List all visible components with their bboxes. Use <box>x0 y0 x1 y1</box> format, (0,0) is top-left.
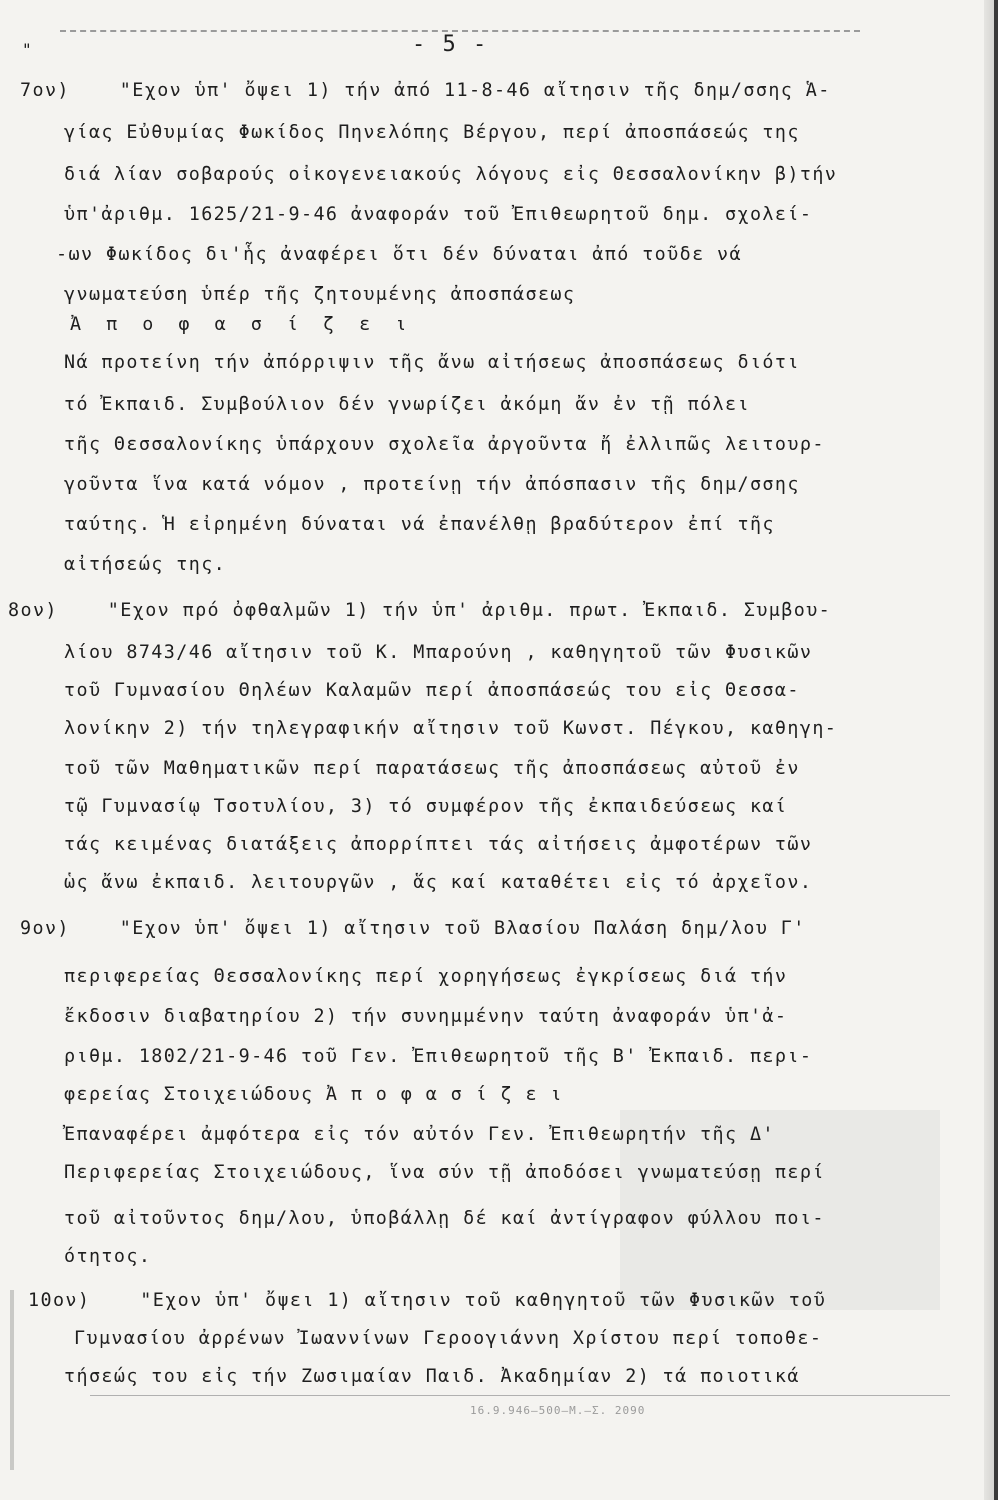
text-line: γίας Εὐθυμίας Φωκίδος Πηνελόπης Βέργου, περί ἀποσπάσεώς της <box>64 122 800 143</box>
text-line: ἔκδοσιν διαβατηρίου 2) τήν συνημμένην ταύτη ἀναφοράν ὑπ'ἀ- <box>64 1006 788 1027</box>
text-line: -ων Φωκίδος δι'ἧς ἀναφέρει ὅτι δέν δύναται ἀπό τοῦδε νά <box>56 244 742 265</box>
text-line: τό Ἐκπαιδ. Συμβούλιον δέν γνωρίζει ἀκόμη ἄν ἐν τῇ πόλει <box>64 394 750 415</box>
text-line: διά λίαν σοβαρούς οἰκογενειακούς λόγους εἰς Θεσσαλονίκην β)τήν <box>64 164 838 185</box>
text-line: λίου 8743/46 αἴτησιν τοῦ Κ. Μπαρούνη , καθηγητοῦ τῶν Φυσικῶν <box>64 642 813 663</box>
text-line: τήσεώς του εἰς τήν Ζωσιμαίαν Παιδ. Ἀκαδημίαν 2) τά ποιοτικά <box>64 1366 800 1387</box>
text-line: 8ον) "Εχον πρό ὀφθαλμῶν 1) τήν ὑπ' ἀριθμ. πρωτ. Ἐκπαιδ. Συμβου- <box>8 600 832 621</box>
text-line: περιφερείας Θεσσαλονίκης περί χορηγήσεως ἐγκρίσεως διά τήν <box>64 966 788 987</box>
text-line: αἰτήσεώς της. <box>64 554 227 575</box>
text-line: τῷ Γυμνασίῳ Τσοτυλίου, 3) τό συμφέρον τῆς ἐκπαιδεύσεως καί <box>64 796 788 817</box>
text-line: 7ον) "Εχον ὑπ' ὄψει 1) τήν ἀπό 11-8-46 αἴτησιν τῆς δημ/σσης Ἁ- <box>20 80 831 101</box>
text-line: ότητος. <box>64 1246 152 1267</box>
text-line: γνωματεύση ὑπέρ τῆς ζητουμένης ἀποσπάσεως <box>64 284 576 305</box>
text-line: Ἐπαναφέρει ἀμφότερα εἰς τόν αὐτόν Γεν. Ἐπιθεωρητήν τῆς Δ' <box>64 1124 775 1145</box>
text-line: 10ον) "Εχον ὑπ' ὄψει 1) αἴτησιν τοῦ καθηγητοῦ τῶν Φυσικῶν τοῦ <box>28 1290 827 1311</box>
page-number: - 5 - <box>412 32 489 57</box>
scan-left-bar <box>10 1290 14 1470</box>
text-line: γοῦντα ἵνα κατά νόμον , προτείνῃ τήν ἀπόσπασιν τῆς δημ/σσης <box>64 474 800 495</box>
text-line: τοῦ αἰτοῦντος δημ/λου, ὑποβάλλῃ δέ καί ἀντίγραφον φύλλου ποι- <box>64 1208 825 1229</box>
text-line: τοῦ τῶν Μαθηματικῶν περί παρατάσεως τῆς ἀποσπάσεως αὐτοῦ ἐν <box>64 758 800 779</box>
text-line: λονίκην 2) τήν τηλεγραφικήν αἴτησιν τοῦ Κωνστ. Πέγκου, καθηγη- <box>64 718 838 739</box>
text-line: τοῦ Γυμνασίου Θηλέων Καλαμῶν περί ἀποσπάσεώς του εἰς Θεσσα- <box>64 680 800 701</box>
text-line: 9ον) "Εχον ὑπ' ὄψει 1) αἴτησιν τοῦ Βλασίου Παλάση δημ/λου Γ' <box>20 918 806 939</box>
text-line: Γυμνασίου ἀρρένων Ἰωαννίνων Γεροογιάννη Χρίστου περί τοποθε- <box>74 1328 823 1349</box>
text-line: τῆς Θεσσαλονίκης ὑπάρχουν σχολεῖα ἀργοῦντα ἤ ἐλλιπῶς λειτουρ- <box>64 434 825 455</box>
decision-heading: Ἀ π ο φ α σ ί ζ ε ι <box>70 314 414 335</box>
header-mark: " <box>22 40 32 59</box>
footer-print-stamp: 16.9.946—500—M.—Σ. 2090 <box>470 1404 646 1417</box>
text-line: ριθμ. 1802/21-9-46 τοῦ Γεν. Ἐπιθεωρητοῦ τῆς Β' Ἐκπαιδ. περι- <box>64 1046 813 1067</box>
text-line: ὑπ'ἀριθμ. 1625/21-9-46 ἀναφοράν τοῦ Ἐπιθεωρητοῦ δημ. σχολεί- <box>64 204 813 225</box>
bottom-rule <box>90 1395 950 1396</box>
text-line: τάς κειμένας διατάξεις ἀπορρίπτει τάς αἰτήσεις ἀμφοτέρων τῶν <box>64 834 813 855</box>
text-line: Περιφερείας Στοιχειώδους, ἵνα σύν τῇ ἀποδόσει γνωματεύσῃ περί <box>64 1162 825 1183</box>
text-line: ὡς ἄνω ἐκπαιδ. λειτουργῶν , ἅς καί καταθέτει εἰς τό ἀρχεῖον. <box>64 872 813 893</box>
text-line: φερείας Στοιχειώδους Ἀ π ο φ α σ ί ζ ε ι <box>64 1084 563 1105</box>
text-line: Νά προτείνη τήν ἀπόρριψιν τῆς ἄνω αἰτήσεως ἀποσπάσεως διότι <box>64 352 800 373</box>
text-line: ταύτης. Ἡ εἰρημένη δύναται νά ἐπανέλθῃ βραδύτερον ἐπί τῆς <box>64 514 775 535</box>
